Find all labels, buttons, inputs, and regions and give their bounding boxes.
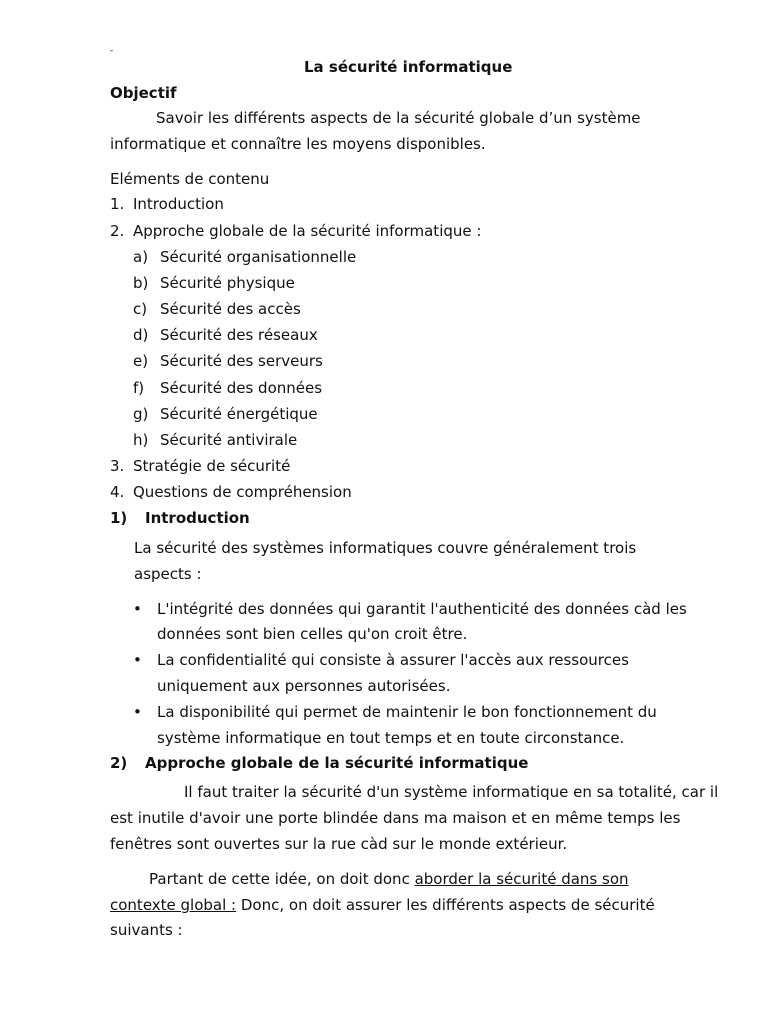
sub-item-letter: f) [133, 379, 145, 397]
sub-item-text: Sécurité énergétique [160, 405, 318, 423]
bullet-icon: • [133, 600, 142, 618]
sub-item-text: Sécurité physique [160, 274, 295, 292]
toc-item-introduction: Introduction [133, 195, 224, 213]
document-title: La sécurité informatique [304, 58, 513, 76]
toc-item-approche: Approche globale de la sécurité informatique : [133, 222, 482, 240]
sub-item-letter: a) [133, 248, 149, 266]
section-2-paragraph-2-line-1 [149, 869, 629, 889]
underlined-phrase-part-1: aborder la sécurité dans son [414, 870, 629, 888]
toc-item-strategie: Stratégie de sécurité [133, 457, 291, 475]
bullet-confidentialite-line-2: uniquement aux personnes autorisées. [157, 677, 451, 695]
sub-item-letter: c) [133, 300, 148, 318]
bullet-integrite-line-1: L'intégrité des données qui garantit l'authenticité des données càd les [157, 600, 687, 618]
sub-item-letter: g) [133, 405, 149, 423]
sub-item-letter: b) [133, 274, 149, 292]
corner-mark: - [110, 46, 114, 56]
toc-item-questions: Questions de compréhension [133, 483, 352, 501]
bullet-disponibilite-line-2: système informatique en tout temps et en toute circonstance. [157, 729, 625, 747]
section-2-paragraph-1-line-2: est inutile d'avoir une porte blindée dans ma maison et en même temps les [110, 809, 681, 827]
section-2-paragraph-2-line-3: suivants : [110, 921, 183, 939]
sub-item-letter: h) [133, 431, 149, 449]
section-1-paragraph-line-1: La sécurité des systèmes informatiques couvre généralement trois [134, 539, 637, 557]
sub-item-text: Sécurité antivirale [160, 431, 298, 449]
sub-item-text: Sécurité des serveurs [160, 352, 323, 370]
section-2-paragraph-2-line-2 [110, 895, 655, 915]
bullet-disponibilite-line-1: La disponibilité qui permet de maintenir le bon fonctionnement du [157, 703, 657, 721]
bullet-confidentialite-line-1: La confidentialité qui consiste à assurer l'accès aux ressources [157, 651, 629, 669]
toc-number: 4. [110, 483, 125, 501]
bullet-icon: • [133, 703, 142, 721]
section-2-paragraph-1-line-3: fenêtres sont ouvertes sur la rue càd sur le monde extérieur. [110, 835, 568, 853]
objectif-heading: Objectif [110, 84, 177, 102]
section-2-paragraph-1-line-1: Il faut traiter la sécurité d'un système informatique en sa totalité, car il [184, 783, 719, 801]
section-2-number: 2) [110, 754, 128, 772]
paragraph-2-text: Donc, on doit assurer les différents aspects de sécurité [236, 896, 655, 914]
toc-number: 2. [110, 222, 125, 240]
paragraph-2-text: Partant de cette idée, on doit donc [149, 870, 415, 888]
objectif-text-line-2: informatique et connaître les moyens disponibles. [110, 135, 486, 153]
sub-item-text: Sécurité des réseaux [160, 326, 318, 344]
sub-item-text: Sécurité des données [160, 379, 323, 397]
sub-item-text: Sécurité des accès [160, 300, 301, 318]
contents-heading: Eléments de contenu [110, 170, 270, 188]
section-1-number: 1) [110, 509, 128, 527]
section-1-heading: Introduction [145, 509, 250, 527]
toc-number: 1. [110, 195, 125, 213]
sub-item-letter: d) [133, 326, 149, 344]
section-2-heading: Approche globale de la sécurité informatique [145, 754, 529, 772]
sub-item-text: Sécurité organisationnelle [160, 248, 357, 266]
objectif-text-line-1: Savoir les différents aspects de la sécurité globale d’un système [156, 109, 641, 127]
section-1-paragraph-line-2: aspects : [134, 565, 202, 583]
bullet-integrite-line-2: données sont bien celles qu'on croit être. [157, 625, 468, 643]
toc-number: 3. [110, 457, 125, 475]
sub-item-letter: e) [133, 352, 149, 370]
bullet-icon: • [133, 651, 142, 669]
underlined-phrase-part-2: contexte global : [110, 896, 237, 914]
